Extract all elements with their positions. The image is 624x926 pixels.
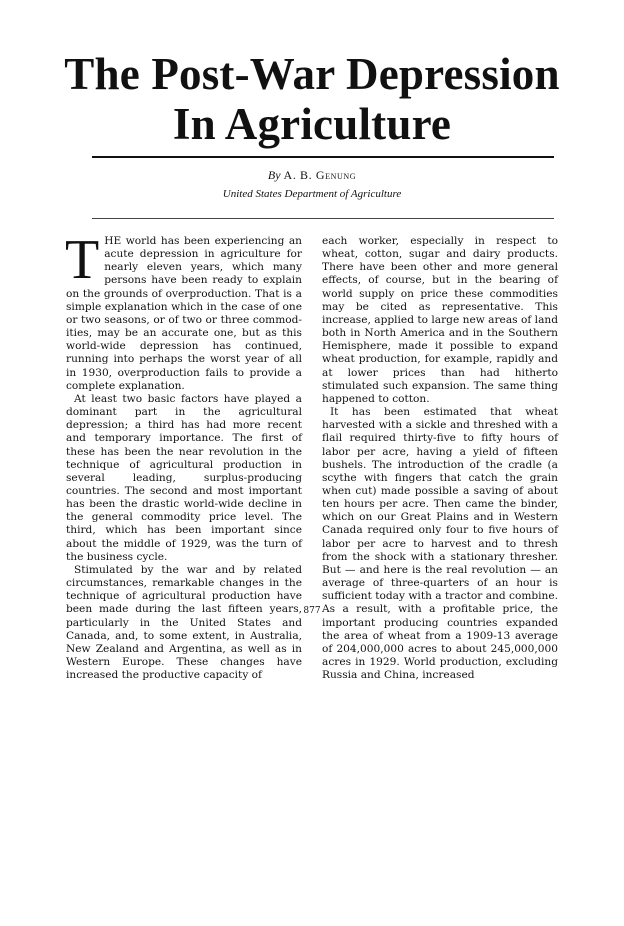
author-affiliation: United States Department of Agriculture (222, 188, 402, 200)
paragraph-text: world has been experiencing an acute depression in agriculture for nearly eleven years, which many persons have been ready to explain on the grounds of overproduction. That is a simple explanation which in the case of one or two seasons, or of two or three commodities, may be an accurate one, but as this world-wide depression has continued, running into perhaps the worst year of all in 1930, overproduction fails to provide a complete explanation. (66, 235, 302, 392)
paragraph: It has been estimated that wheat harvested with a sickle and threshed with a flail required thirty-five to fifty hours of labor per acre, having a yield of fifteen bushels. The introduction of the cradle (a scythe with fingers that catch the grain when cut) made possible a saving of about ten hours per acre. Then came the binder, which on our Great Plains and in Western Canada required only four to five hours of labor per acre to harvest and to thresh from the shock with a stationary thresher. But — and here is the real revolution — an average of three-quarters of an hour is sufficient today with a tractor and combine. As a result, with a profitable price, the important producing countries expanded the area of wheat from a 1909-13 average of 204,000,000 acres to about 245,000,000 acres in 1929. World production, excluding Russia and China, increased (322, 406, 558, 682)
article-column-right (322, 235, 558, 682)
author-name: A. B. Genung (283, 168, 357, 182)
title-divider (92, 156, 554, 158)
article-title-line-2: In Agriculture (172, 99, 452, 149)
article-title-line-1: The Post-War Depression (64, 49, 560, 99)
article-column-left (65, 229, 302, 682)
paragraph: Stimulated by the war and by related circumstances, remarkable changes in the technique of agricultural production have been made during the last fifteen years, particularly in the United States and Canada, and, to some extent, in Australia, New Zealand and Argentina, as well as in Western Europe. These changes have increased the productive capacity of (66, 563, 302, 682)
byline-divider (92, 218, 554, 219)
page-number: 877 (303, 606, 321, 616)
byline (0, 168, 624, 183)
drop-cap: T (65, 229, 100, 291)
paragraph (65, 229, 302, 393)
byline-prefix: By (267, 168, 281, 182)
first-word-rest: HE (104, 235, 122, 247)
paragraph: At least two basic factors have played a dominant part in the agricultural depression; a third has had more recent and temporary importance. The first of these has been the near revolution in the technique of agricultural production in several leading, surplus-producing countries. The second and most important has been the drastic world-wide decline in the general commodity price level. The third, which has been important since about the middle of 1929, was the turn of the business cycle. (66, 392, 302, 563)
paragraph: each worker, especially in respect to wheat, cotton, sugar and dairy products. There have been other and more general effects, of course, but in the bearing of world supply on price these commodities may be cited as representative. This increase, applied to large new areas of land both in North America and in the Southern Hemisphere, made it possible to expand wheat production, for example, rapidly and at lower prices than had hitherto stimulated such expansion. The same thing happened to cotton. (322, 235, 558, 405)
